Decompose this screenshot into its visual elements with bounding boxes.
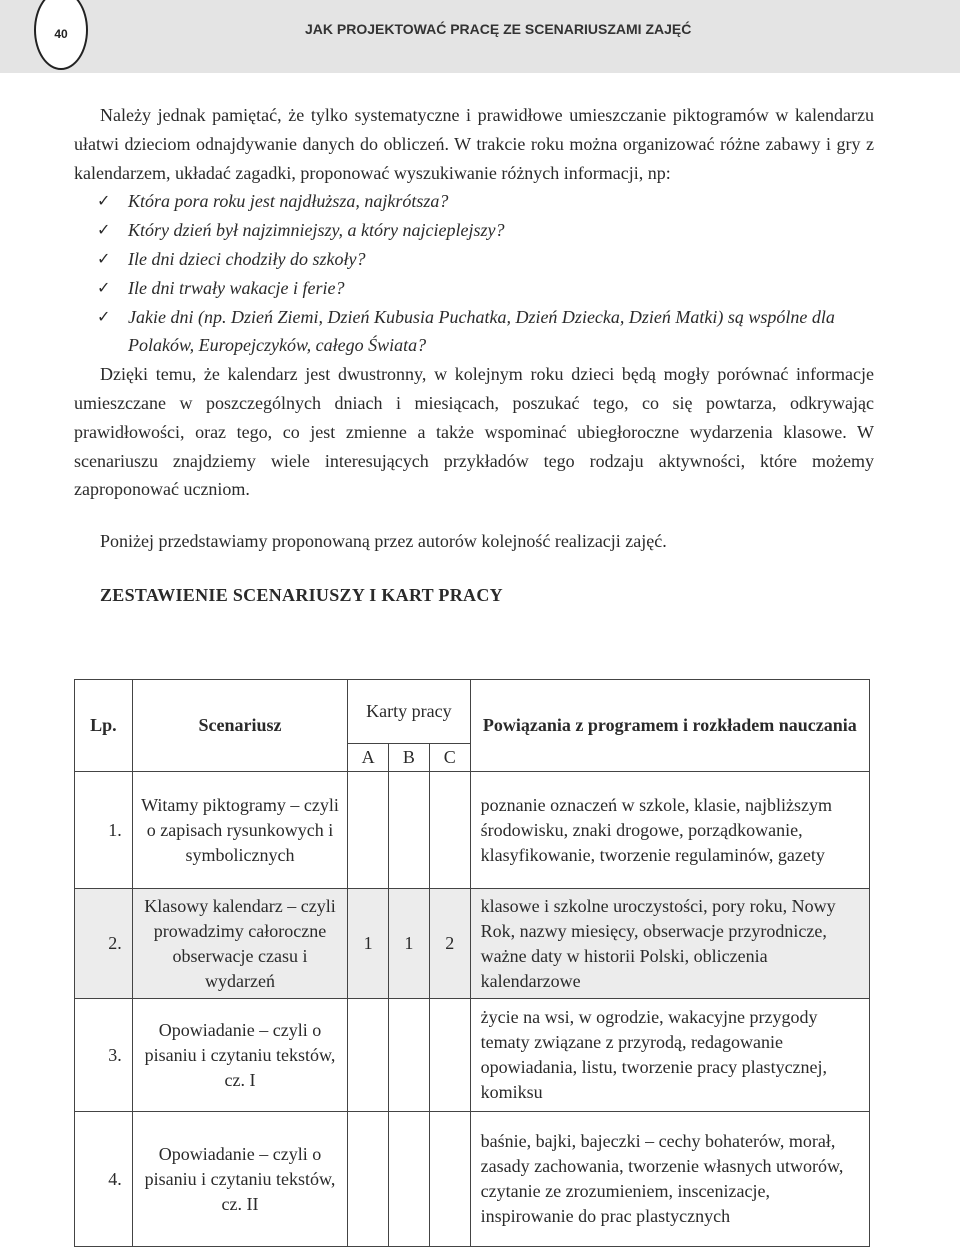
list-item: ✓ Jakie dni (np. Dzień Ziemi, Dzień Kubusia Puchatka, Dzień Dziecka, Dzień Matki) są wspólne dla Polaków, Europejczyków, całego Świata? xyxy=(74,303,874,361)
running-title: JAK PROJEKTOWAĆ PRACĘ ZE SCENARIUSZAMI ZAJĘĆ xyxy=(305,21,692,37)
checkmark-icon: ✓ xyxy=(97,248,111,268)
checkmark-icon: ✓ xyxy=(97,306,111,326)
row-card-b xyxy=(389,772,430,889)
table-row xyxy=(75,889,870,999)
paragraph-calendar: Dzięki temu, że kalendarz jest dwustronny, w kolejnym roku dzieci będą mogły porównać informacje umieszczane w poszczególnych dniach i miesiącach, poszukać tego, co się powtarza, odkrywając prawidłowości, oraz tego, co jest zmienne a także wspominać ubiegłoroczne wydarzenia klasowe. W scenariuszu znajdziemy wiele interesujących przykładów tego rodzaju aktywności, które możemy zaproponować uczniom. xyxy=(74,364,874,500)
checkmark-icon: ✓ xyxy=(97,191,111,211)
row-number: 1. xyxy=(75,772,133,889)
row-card-a xyxy=(348,772,389,889)
table-row xyxy=(75,999,870,1112)
table-row xyxy=(75,1112,870,1247)
row-number: 4. xyxy=(75,1112,133,1247)
row-links: życie na wsi, w ogrodzie, wakacyjne przygody tematy związane z przyrodą, redagowanie opowiadania, listu, tworzenie pracy plastycznej, komiksu xyxy=(470,999,869,1112)
row-card-c xyxy=(429,999,470,1112)
paragraph-intro: Należy jednak pamiętać, że tylko systematyczne i prawidłowe umieszczanie piktogramów w kalendarzu ułatwi dzieciom odnajdywanie danych do obliczeń. W trakcie roku można organizować różne zabawy i gry z kalendarzem, układać zagadki, proponować wyszukiwanie różnych informacji, np: xyxy=(74,105,874,183)
main-content xyxy=(74,101,874,610)
paragraph-order: Poniżej przedstawiamy proponowaną przez autorów kolejność realizacji zajęć. xyxy=(100,531,667,552)
question-list xyxy=(74,187,874,360)
list-item: ✓ Ile dni dzieci chodziły do szkoły? xyxy=(74,245,874,274)
row-scenario: Opowiadanie – czyli o pisaniu i czytaniu tekstów, cz. II xyxy=(132,1112,347,1247)
scenario-table xyxy=(74,679,870,1247)
row-links: klasowe i szkolne uroczystości, pory roku, Nowy Rok, nazwy miesięcy, obserwacje przyrodnicze, ważne daty w historii Polski, obliczenia kalendarzowe xyxy=(470,889,869,999)
header-a: A xyxy=(348,744,389,772)
header-scenariusz: Scenariusz xyxy=(132,680,347,772)
row-scenario: Klasowy kalendarz – czyli prowadzimy całoroczne obserwacje czasu i wydarzeń xyxy=(132,889,347,999)
header-c: C xyxy=(429,744,470,772)
header-karty: Karty pracy xyxy=(348,680,470,744)
row-card-a xyxy=(348,1112,389,1247)
table-row xyxy=(75,772,870,889)
page-header xyxy=(0,0,960,73)
checkmark-icon: ✓ xyxy=(97,220,111,240)
checkmark-icon: ✓ xyxy=(97,277,111,297)
row-card-b xyxy=(389,999,430,1112)
row-links: poznanie oznaczeń w szkole, klasie, najbliższym środowisku, znaki drogowe, porządkowanie, klasyfikowanie, tworzenie regulaminów, gazety xyxy=(470,772,869,889)
row-scenario: Witamy piktogramy – czyli o zapisach rysunkowych i symbolicznych xyxy=(132,772,347,889)
list-item: ✓ Która pora roku jest najdłuższa, najkrótsza? xyxy=(74,187,874,216)
row-card-c xyxy=(429,1112,470,1247)
list-item: ✓ Który dzień był najzimniejszy, a który najcieplejszy? xyxy=(74,216,874,245)
row-card-a: 1 xyxy=(348,889,389,999)
list-item: ✓ Ile dni trwały wakacje i ferie? xyxy=(74,274,874,303)
row-card-a xyxy=(348,999,389,1112)
row-card-c xyxy=(429,772,470,889)
row-number: 3. xyxy=(75,999,133,1112)
row-scenario: Opowiadanie – czyli o pisaniu i czytaniu tekstów, cz. I xyxy=(132,999,347,1112)
row-card-b xyxy=(389,1112,430,1247)
section-title: ZESTAWIENIE SCENARIUSZY I KART PRACY xyxy=(100,584,503,605)
header-b: B xyxy=(389,744,430,772)
row-links: baśnie, bajki, bajeczki – cechy bohaterów, morał, zasady zachowania, tworzenie własnych utworów, czytanie ze zrozumieniem, inscenizacje, inspirowanie do prac plastycznych xyxy=(470,1112,869,1247)
row-number: 2. xyxy=(75,889,133,999)
row-card-b: 1 xyxy=(389,889,430,999)
header-lp: Lp. xyxy=(75,680,133,772)
header-powiazania: Powiązania z programem i rozkładem nauczania xyxy=(470,680,869,772)
row-card-c: 2 xyxy=(429,889,470,999)
page-number: 40 xyxy=(34,0,88,70)
